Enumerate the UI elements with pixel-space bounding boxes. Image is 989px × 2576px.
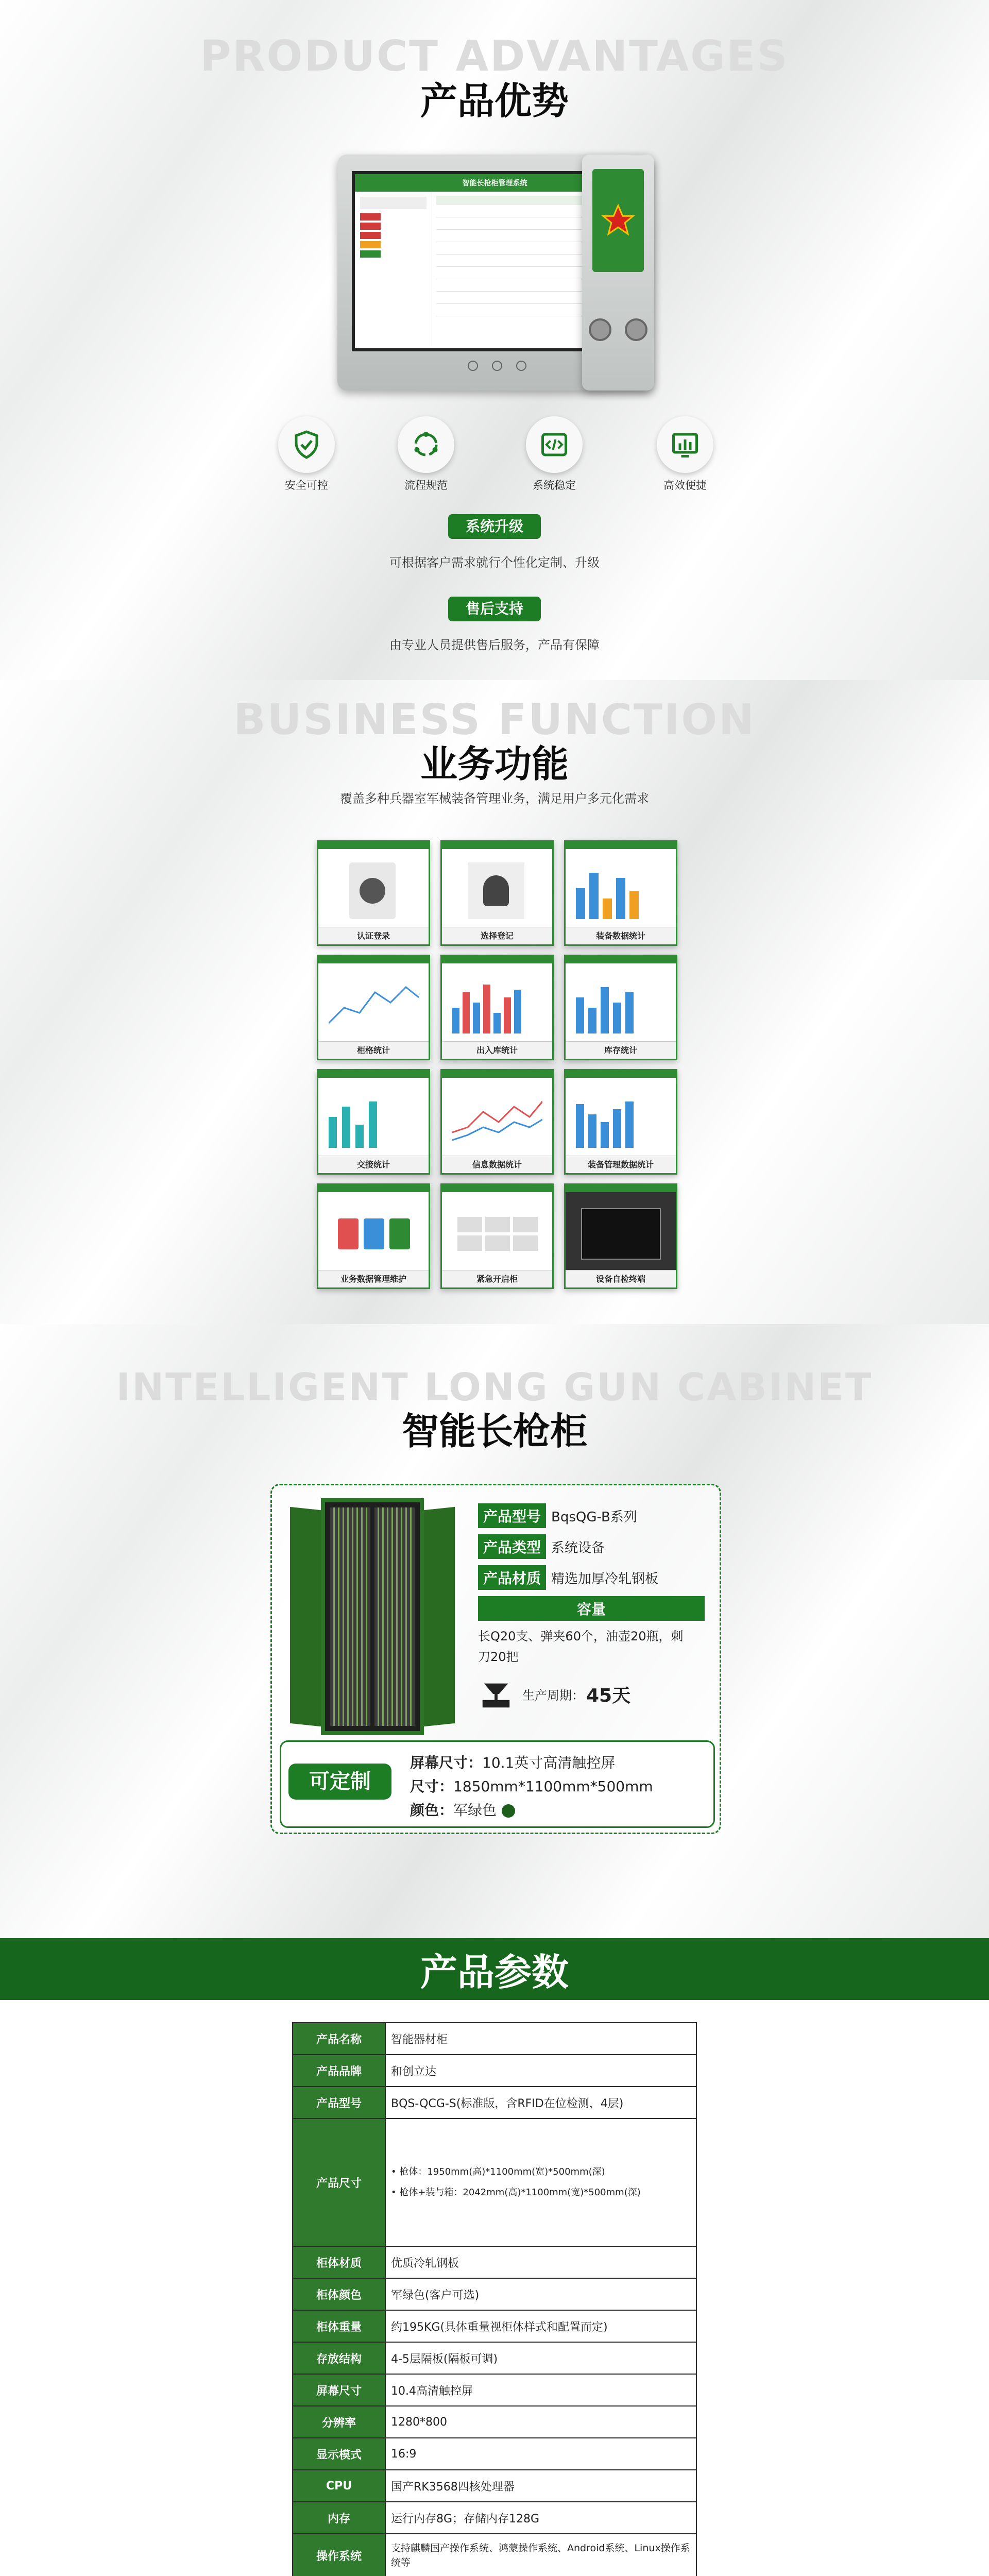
function-tile-stock-stats [564,955,677,1060]
tile-label: 装备管理数据统计 [566,1156,676,1173]
function-tile-cabinet-stats [317,955,430,1060]
knob-icon [625,318,647,341]
material-val: 精选加厚冷轧钢板 [551,1571,659,1587]
params-header: 产品参数 [0,1938,989,2000]
cabinet-illustration [290,1498,455,1735]
model-key: 产品型号 [478,1503,546,1528]
function-tile-self-check [564,1183,677,1289]
capacity-val: 长Q20支、弹夹60个，油壶20瓶，刺刀20把 [478,1629,684,1664]
feature-efficient [657,416,713,493]
shield-check-icon [291,429,322,460]
function-tile-emergency-open [440,1183,554,1289]
feature-label: 流程规范 [404,479,448,492]
custom-label: 可定制 [288,1764,391,1800]
table-row: CPU 国产RK3568四核处理器 [293,2470,696,2502]
table-row: 产品名称 智能器材柜 [293,2023,696,2055]
cabinet-card [270,1484,721,1834]
table-row: 产品尺寸 • 枪体：1950mm(高)*1100mm(宽)*500mm(深) • 枪体+装与箱：2042mm(高)*1100mm(宽)*500mm(深) [293,2119,696,2246]
size-key: 尺寸： [410,1778,454,1795]
tile-label: 柜格统计 [318,1041,429,1059]
function-tile-mgmt-stats [564,1069,677,1175]
params-table [292,2022,697,2576]
table-row: 内存 运行内存8G；存储内存128G [293,2502,696,2534]
cabinet-cn-title: 智能长枪柜 [401,1410,587,1453]
type-val: 系统设备 [551,1540,605,1556]
tile-label: 选择登记 [442,927,552,944]
feature-safe [278,416,335,493]
screen-key: 屏幕尺寸： [410,1754,483,1771]
tag-after-sales: 售后支持 [448,597,541,621]
size-line-2: • 枪体+装与箱：2042mm(高)*1100mm(宽)*500mm(深) [391,2187,641,2198]
terminal-side-panel [582,155,654,391]
function-tile-equipment-stats [564,840,677,946]
terminal-screen-title: 智能长枪柜管理系统 [462,179,527,188]
tile-label: 设备自检终端 [566,1270,676,1287]
table-row: 产品型号 BQS-QCG-S(标准版，含RFID在位检测，4层) [293,2087,696,2119]
feature-label: 系统稳定 [533,479,576,492]
table-row: 屏幕尺寸 10.4高清触控屏 [293,2374,696,2406]
table-row: 操作系统 支持麒麟国产操作系统、鸿蒙操作系统、Android系统、Linux操作系统等 [293,2534,696,2576]
table-row: 柜体材质 优质冷轧钢板 [293,2246,696,2278]
tile-label: 业务数据管理维护 [318,1270,429,1287]
advantages-cn-title: 产品优势 [420,79,569,123]
function-tile-handover-stats [317,1069,430,1175]
code-icon [539,429,570,460]
function-section [0,680,989,1324]
function-tile-maintenance [317,1183,430,1289]
feature-process [398,416,454,493]
cycle-key: 生产周期： [522,1688,584,1703]
tile-label: 装备数据统计 [566,927,676,944]
capacity-key: 容量 [478,1596,705,1621]
function-tile-login [317,840,430,946]
terminal-buttons [461,361,533,376]
system-upgrade-text: 可根据客户需求就行个性化定制、升级 [389,555,600,570]
type-key: 产品类型 [478,1534,546,1559]
knob-icon [589,318,611,341]
user-photo-icon [483,875,509,906]
table-row: 柜体重量 约195KG(具体重量视柜体样式和配置而定) [293,2310,696,2342]
chart-icon [670,429,701,460]
cabinet-en-title: INTELLIGENT LONG GUN CABINET [116,1365,873,1410]
tile-label: 紧急开启柜 [442,1270,552,1287]
user-face-icon [360,878,385,904]
function-cn-title: 业务功能 [420,742,569,786]
star-icon [600,202,636,239]
feature-label: 安全可控 [285,479,328,492]
function-tile-register [440,840,554,946]
cabinet-section [0,1324,989,1938]
function-en-title: BUSINESS FUNCTION [233,696,756,744]
color-val: 军绿色 [453,1802,497,1819]
cycle-icon [411,429,441,460]
cycle-val: 45天 [586,1685,631,1706]
tile-label: 交接统计 [318,1156,429,1173]
size-line-1: • 枪体：1950mm(高)*1100mm(宽)*500mm(深) [391,2166,605,2177]
tag-system-upgrade: 系统升级 [448,514,541,539]
screen-val: 10.1英寸高清触控屏 [482,1754,616,1771]
color-key: 颜色： [410,1802,454,1819]
color-swatch [502,1804,515,1818]
custom-panel [280,1740,715,1828]
function-tile-info-stats [440,1069,554,1175]
function-tile-inout-stats [440,955,554,1060]
table-row: 显示模式 16:9 [293,2438,696,2470]
tile-label: 信息数据统计 [442,1156,552,1173]
tile-label: 认证登录 [318,927,429,944]
tile-label: 库存统计 [566,1041,676,1059]
scale-icon [478,1679,514,1709]
advantages-en-title: PRODUCT ADVANTAGES [200,32,789,81]
tile-label: 出入库统计 [442,1041,552,1059]
size-val: 1850mm*1100mm*500mm [453,1778,653,1795]
table-row: 分辨率 1280*800 [293,2406,696,2438]
material-key: 产品材质 [478,1565,546,1590]
table-row: 柜体颜色 军绿色(客户可选) [293,2278,696,2310]
feature-stable [526,416,583,493]
table-row: 存放结构 4-5层隔板(隔板可调) [293,2342,696,2374]
table-row: 产品品牌 和创立达 [293,2055,696,2087]
advantages-section [0,0,989,680]
after-sales-text: 由专业人员提供售后服务，产品有保障 [389,638,600,652]
model-val: BqsQG-B系列 [551,1509,637,1525]
function-desc: 覆盖多种兵器室军械装备管理业务，满足用户多元化需求 [340,791,649,806]
feature-label: 高效便捷 [663,479,707,492]
